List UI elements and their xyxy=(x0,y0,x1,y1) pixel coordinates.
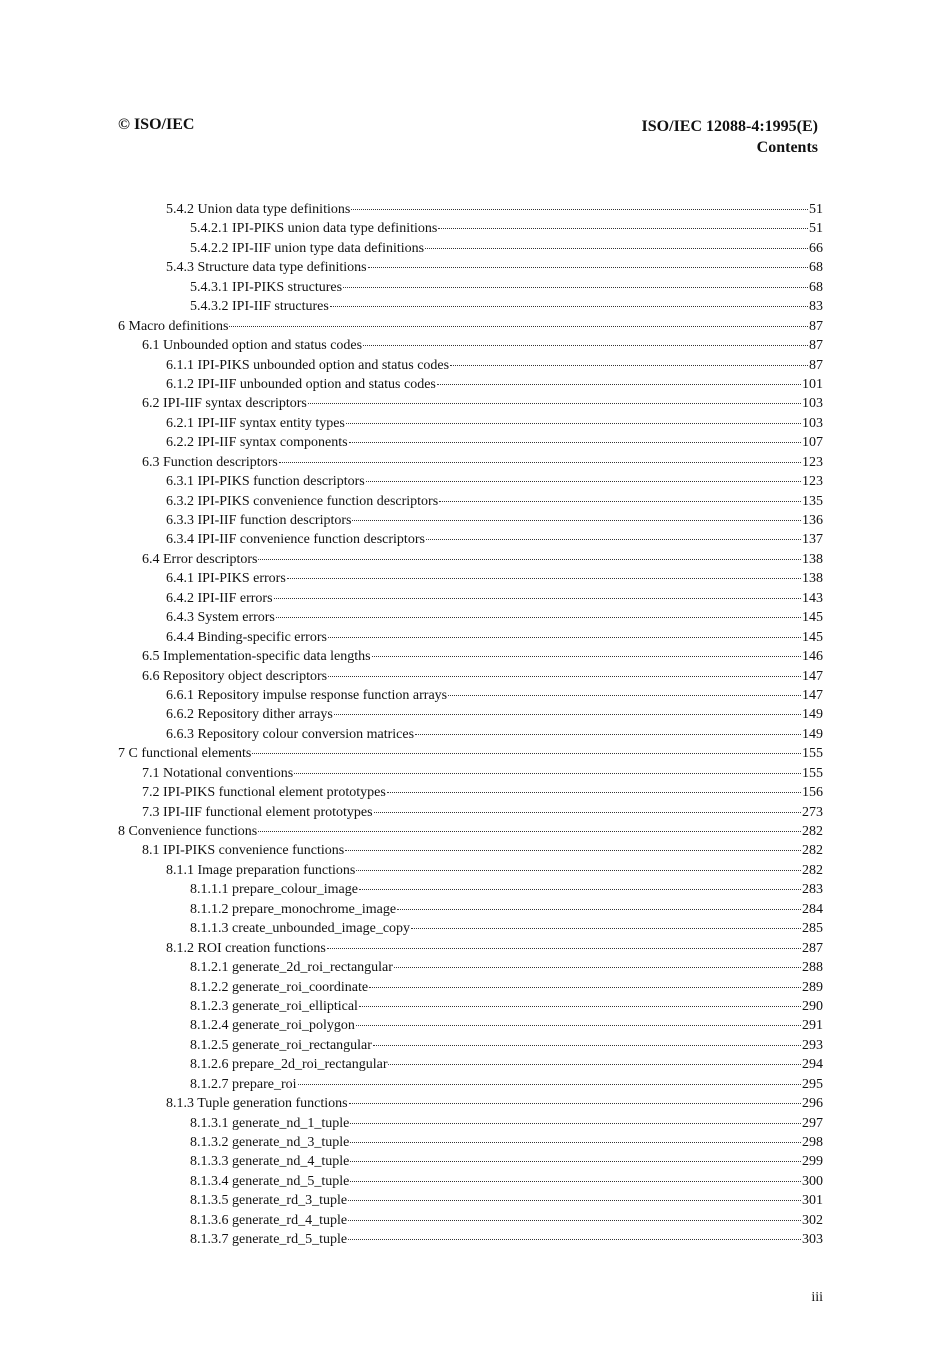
toc-entry-title: 8.1.3.1 generate_nd_1_tuple xyxy=(190,1115,350,1131)
dot-leader xyxy=(411,928,801,929)
toc-entry-page: 146 xyxy=(802,649,823,665)
toc-entry-page: 123 xyxy=(802,454,823,470)
toc-entry-title: 8.1.2.4 generate_roi_polygon xyxy=(190,1018,355,1034)
toc-entry[interactable] xyxy=(118,299,823,318)
toc-entry-page: 273 xyxy=(802,804,823,820)
dot-leader xyxy=(343,287,808,288)
toc-entry-title: 6 Macro definitions xyxy=(118,318,229,334)
toc-entry-page: 289 xyxy=(802,979,823,995)
toc-entry-page: 290 xyxy=(802,998,823,1014)
toc-entry[interactable] xyxy=(118,1057,823,1076)
toc-entry[interactable] xyxy=(118,1232,823,1251)
toc-entry-page: 68 xyxy=(809,260,823,276)
toc-entry-page: 149 xyxy=(802,726,823,742)
header-copyright: © ISO/IEC xyxy=(118,116,195,133)
toc-entry-title: 6.2.1 IPI-IIF syntax entity types xyxy=(166,415,345,431)
toc-entry-title: 6.4.2 IPI-IIF errors xyxy=(166,590,273,606)
dot-leader xyxy=(372,656,801,657)
dot-leader xyxy=(350,1123,801,1124)
toc-entry[interactable] xyxy=(118,396,823,415)
toc-entry-title: 6.3 Function descriptors xyxy=(142,454,278,470)
toc-entry[interactable] xyxy=(118,921,823,940)
toc-entry-page: 285 xyxy=(802,921,823,937)
toc-entry[interactable] xyxy=(118,1135,823,1154)
toc-entry[interactable] xyxy=(118,338,823,357)
toc-entry-title: 5.4.3.1 IPI-PIKS structures xyxy=(190,279,343,295)
dot-leader xyxy=(366,481,801,482)
toc-entry[interactable] xyxy=(118,941,823,960)
toc-entry[interactable] xyxy=(118,202,823,221)
toc-entry[interactable] xyxy=(118,1077,823,1096)
toc-entry-title: 8.1.1 Image preparation functions xyxy=(166,862,356,878)
toc-entry-page: 155 xyxy=(802,746,823,762)
toc-entry[interactable] xyxy=(118,960,823,979)
toc-entry-page: 87 xyxy=(809,338,823,354)
toc-entry-page: 83 xyxy=(809,299,823,315)
toc-entry-page: 107 xyxy=(802,435,823,451)
dot-leader xyxy=(363,345,808,346)
toc-entry-title: 5.4.2.1 IPI-PIKS union data type definitions xyxy=(190,221,438,237)
toc-entry-title: 8.1 IPI-PIKS convenience functions xyxy=(142,843,345,859)
dot-leader xyxy=(258,559,801,560)
dot-leader xyxy=(394,967,801,968)
toc-entry[interactable] xyxy=(118,863,823,882)
dot-leader xyxy=(229,326,808,327)
dot-leader xyxy=(298,1084,801,1085)
toc-entry[interactable] xyxy=(118,241,823,260)
toc-entry[interactable] xyxy=(118,571,823,590)
dot-leader xyxy=(279,462,801,463)
toc-entry-title: 8.1.1.2 prepare_monochrome_image xyxy=(190,901,397,917)
toc-entry[interactable] xyxy=(118,377,823,396)
toc-entry[interactable] xyxy=(118,610,823,629)
dot-leader xyxy=(252,753,801,754)
toc-entry-page: 302 xyxy=(802,1212,823,1228)
dot-leader xyxy=(425,248,808,249)
toc-entry[interactable] xyxy=(118,319,823,338)
dot-leader xyxy=(327,948,801,949)
toc-entry[interactable] xyxy=(118,221,823,240)
toc-entry-page: 136 xyxy=(802,513,823,528)
toc-entry-page: 137 xyxy=(802,532,823,548)
toc-entry-page: 103 xyxy=(802,415,823,431)
dot-leader xyxy=(374,812,801,813)
dot-leader xyxy=(350,1142,801,1143)
toc-entry[interactable] xyxy=(118,902,823,921)
toc-entry-page: 135 xyxy=(802,493,823,509)
toc-entry-page: 301 xyxy=(802,1193,823,1209)
toc-entry-title: 7.3 IPI-IIF functional element prototypes xyxy=(142,804,373,820)
toc-entry-title: 8.1.3 Tuple generation functions xyxy=(166,1096,348,1112)
dot-leader xyxy=(350,1161,801,1162)
toc-entry-title: 8.1.3.3 generate_nd_4_tuple xyxy=(190,1154,350,1170)
toc-entry[interactable] xyxy=(118,980,823,999)
toc-entry-page: 303 xyxy=(802,1232,823,1248)
toc-entry-title: 8.1.3.4 generate_nd_5_tuple xyxy=(190,1173,350,1189)
toc-entry-title: 8.1.2 ROI creation functions xyxy=(166,940,326,956)
dot-leader xyxy=(294,773,801,774)
toc-entry[interactable] xyxy=(118,746,823,765)
dot-leader xyxy=(308,403,801,404)
toc-entry-title: 7.2 IPI-PIKS functional element prototypes xyxy=(142,785,386,801)
toc-entry-title: 7.1 Notational conventions xyxy=(142,765,294,781)
toc-entry-title: 6.1.2 IPI-IIF unbounded option and status codes xyxy=(166,376,436,392)
dot-leader xyxy=(450,365,808,366)
toc-entry-title: 6.5 Implementation-specific data lengths xyxy=(142,649,371,665)
toc-entry-page: 147 xyxy=(802,668,823,684)
toc-entry[interactable] xyxy=(118,591,823,610)
toc-entry-title: 6.6.3 Repository colour conversion matrices xyxy=(166,726,415,742)
toc-entry-title: 6.4.3 System errors xyxy=(166,610,275,626)
toc-entry-page: 296 xyxy=(802,1096,823,1112)
dot-leader xyxy=(349,442,801,443)
dot-leader xyxy=(439,501,801,502)
toc-entry-title: 8.1.2.5 generate_roi_rectangular xyxy=(190,1037,372,1053)
toc-entry[interactable] xyxy=(118,260,823,279)
dot-leader xyxy=(328,637,801,638)
dot-leader xyxy=(274,598,801,599)
toc-entry-page: 143 xyxy=(802,590,823,606)
toc-entry-title: 8 Convenience functions xyxy=(118,824,258,839)
dot-leader xyxy=(397,909,801,910)
toc-entry[interactable] xyxy=(118,1116,823,1135)
toc-entry-title: 6.4.4 Binding-specific errors xyxy=(166,629,327,645)
toc-entry[interactable] xyxy=(118,630,823,649)
toc-entry[interactable] xyxy=(118,1154,823,1173)
toc-entry[interactable] xyxy=(118,669,823,688)
toc-entry-title: 5.4.3.2 IPI-IIF structures xyxy=(190,299,329,315)
toc-entry-title: 6.4.1 IPI-PIKS errors xyxy=(166,571,286,587)
toc-entry[interactable] xyxy=(118,1213,823,1232)
toc-entry-page: 297 xyxy=(802,1115,823,1131)
toc-entry-page: 138 xyxy=(802,571,823,587)
toc-entry-page: 295 xyxy=(802,1076,823,1092)
toc-entry[interactable] xyxy=(118,435,823,454)
toc-entry-title: 8.1.2.2 generate_roi_coordinate xyxy=(190,979,369,995)
dot-leader xyxy=(359,889,801,890)
toc-entry-page: 87 xyxy=(809,357,823,373)
header-standard xyxy=(642,116,818,158)
dot-leader xyxy=(348,1239,801,1240)
toc-entry[interactable] xyxy=(118,494,823,513)
toc-entry-title: 8.1.3.6 generate_rd_4_tuple xyxy=(190,1212,348,1228)
dot-leader xyxy=(438,228,808,229)
toc-entry-page: 282 xyxy=(802,862,823,878)
toc-entry-page: 291 xyxy=(802,1018,823,1034)
dot-leader xyxy=(356,1025,801,1026)
dot-leader xyxy=(328,676,801,677)
toc-entry-title: 5.4.2.2 IPI-IIF union type data definitions xyxy=(190,240,425,256)
toc-entry-title: 8.1.2.6 prepare_2d_roi_rectangular xyxy=(190,1057,388,1073)
toc-entry-page: 299 xyxy=(802,1154,823,1170)
dot-leader xyxy=(388,1064,801,1065)
dot-leader xyxy=(350,1181,801,1182)
dot-leader xyxy=(348,1220,801,1221)
toc-entry[interactable] xyxy=(118,688,823,707)
toc-entry[interactable] xyxy=(118,707,823,726)
toc-entry-title: 6.3.3 IPI-IIF function descriptors xyxy=(166,513,352,528)
dot-leader xyxy=(258,831,801,832)
toc-entry-page: 284 xyxy=(802,901,823,917)
dot-leader xyxy=(415,734,801,735)
toc-entry-page: 51 xyxy=(809,221,823,237)
toc-entry[interactable] xyxy=(118,455,823,474)
toc-entry[interactable] xyxy=(118,416,823,435)
dot-leader xyxy=(346,423,801,424)
toc-entry-page: 87 xyxy=(809,318,823,334)
toc-entry-title: 6.6.1 Repository impulse response function arrays xyxy=(166,687,448,703)
toc-entry[interactable] xyxy=(118,1038,823,1057)
toc-entry-title: 6.3.2 IPI-PIKS convenience function descriptors xyxy=(166,493,439,509)
dot-leader xyxy=(356,870,801,871)
toc-entry-title: 6.1.1 IPI-PIKS unbounded option and status codes xyxy=(166,357,450,373)
toc-entry-page: 298 xyxy=(802,1135,823,1150)
toc-entry[interactable] xyxy=(118,999,823,1018)
toc-entry[interactable] xyxy=(118,805,823,824)
toc-entry-page: 156 xyxy=(802,785,823,801)
toc-entry-page: 155 xyxy=(802,765,823,781)
dot-leader xyxy=(352,520,801,521)
dot-leader xyxy=(369,987,801,988)
toc-entry-title: 8.1.2.1 generate_2d_roi_rectangular xyxy=(190,960,393,976)
toc-entry[interactable] xyxy=(118,1096,823,1115)
toc-entry-title: 6.3.4 IPI-IIF convenience function descriptors xyxy=(166,532,425,548)
dot-leader xyxy=(351,209,808,210)
toc-entry[interactable] xyxy=(118,532,823,551)
toc-entry[interactable] xyxy=(118,1018,823,1037)
toc-entry-page: 101 xyxy=(802,376,823,392)
dot-leader xyxy=(426,539,801,540)
toc-entry-page: 103 xyxy=(802,396,823,412)
toc-entry-title: 6.6 Repository object descriptors xyxy=(142,668,328,684)
toc-entry-title: 6.4 Error descriptors xyxy=(142,551,258,567)
toc-entry-page: 149 xyxy=(802,707,823,723)
toc-entry-page: 145 xyxy=(802,629,823,645)
toc-entry-page: 145 xyxy=(802,610,823,626)
page-number: iii xyxy=(811,1290,823,1305)
toc-entry[interactable] xyxy=(118,649,823,668)
toc-entry-title: 8.1.3.5 generate_rd_3_tuple xyxy=(190,1193,348,1209)
toc-entry[interactable] xyxy=(118,1174,823,1193)
dot-leader xyxy=(330,306,808,307)
toc-entry-title: 8.1.3.2 generate_nd_3_tuple xyxy=(190,1135,350,1150)
dot-leader xyxy=(448,695,801,696)
dot-leader xyxy=(437,384,801,385)
toc-entry-title: 5.4.3 Structure data type definitions xyxy=(166,260,367,276)
toc-entry-page: 288 xyxy=(802,960,823,976)
toc-entry-page: 51 xyxy=(809,202,823,217)
toc-entry-title: 7 C functional elements xyxy=(118,746,252,762)
toc-entry[interactable] xyxy=(118,843,823,862)
toc-entry[interactable] xyxy=(118,552,823,571)
toc-entry-page: 283 xyxy=(802,882,823,898)
toc-entry-page: 282 xyxy=(802,843,823,859)
toc-entry-page: 294 xyxy=(802,1057,823,1073)
dot-leader xyxy=(368,267,808,268)
toc-entry-page: 282 xyxy=(802,824,823,839)
toc-entry-title: 5.4.2 Union data type definitions xyxy=(166,202,351,217)
toc-entry-page: 68 xyxy=(809,279,823,295)
dot-leader xyxy=(373,1045,801,1046)
toc-entry-page: 287 xyxy=(802,940,823,956)
toc-entry-title: 8.1.1.3 create_unbounded_image_copy xyxy=(190,921,411,937)
dot-leader xyxy=(287,578,801,579)
toc-entry[interactable] xyxy=(118,358,823,377)
toc-entry-title: 8.1.3.7 generate_rd_5_tuple xyxy=(190,1232,348,1248)
dot-leader xyxy=(348,1200,801,1201)
toc-entry[interactable] xyxy=(118,824,823,843)
dot-leader xyxy=(387,792,801,793)
toc-entry-title: 8.1.2.7 prepare_roi xyxy=(190,1076,297,1092)
toc-entry[interactable] xyxy=(118,766,823,785)
dot-leader xyxy=(276,617,801,618)
toc-entry[interactable] xyxy=(118,513,823,532)
toc-entry-title: 8.1.2.3 generate_roi_elliptical xyxy=(190,998,358,1014)
toc-entry-title: 6.2.2 IPI-IIF syntax components xyxy=(166,435,348,451)
table-of-contents xyxy=(118,202,823,1252)
dot-leader xyxy=(359,1006,801,1007)
header-standard-number: ISO/IEC 12088-4:1995(E) xyxy=(641,118,818,135)
toc-entry-page: 147 xyxy=(802,687,823,703)
dot-leader xyxy=(345,850,801,851)
toc-entry-page: 66 xyxy=(809,240,823,256)
dot-leader xyxy=(349,1103,801,1104)
toc-entry-title: 6.3.1 IPI-PIKS function descriptors xyxy=(166,474,365,490)
dot-leader xyxy=(334,714,801,715)
toc-entry-page: 138 xyxy=(802,551,823,567)
toc-entry[interactable] xyxy=(118,882,823,901)
toc-entry-page: 123 xyxy=(802,474,823,490)
toc-entry-title: 6.6.2 Repository dither arrays xyxy=(166,707,333,723)
toc-entry[interactable] xyxy=(118,1193,823,1212)
toc-entry-title: 6.2 IPI-IIF syntax descriptors xyxy=(142,396,307,412)
toc-entry-title: 8.1.1.1 prepare_colour_image xyxy=(190,882,358,898)
header-section-title: Contents xyxy=(756,139,818,156)
toc-entry[interactable] xyxy=(118,727,823,746)
toc-entry-page: 300 xyxy=(802,1173,823,1189)
toc-entry-page: 293 xyxy=(802,1037,823,1053)
toc-entry[interactable] xyxy=(118,280,823,299)
toc-entry-title: 6.1 Unbounded option and status codes xyxy=(142,338,363,354)
toc-entry[interactable] xyxy=(118,785,823,804)
toc-entry[interactable] xyxy=(118,474,823,493)
